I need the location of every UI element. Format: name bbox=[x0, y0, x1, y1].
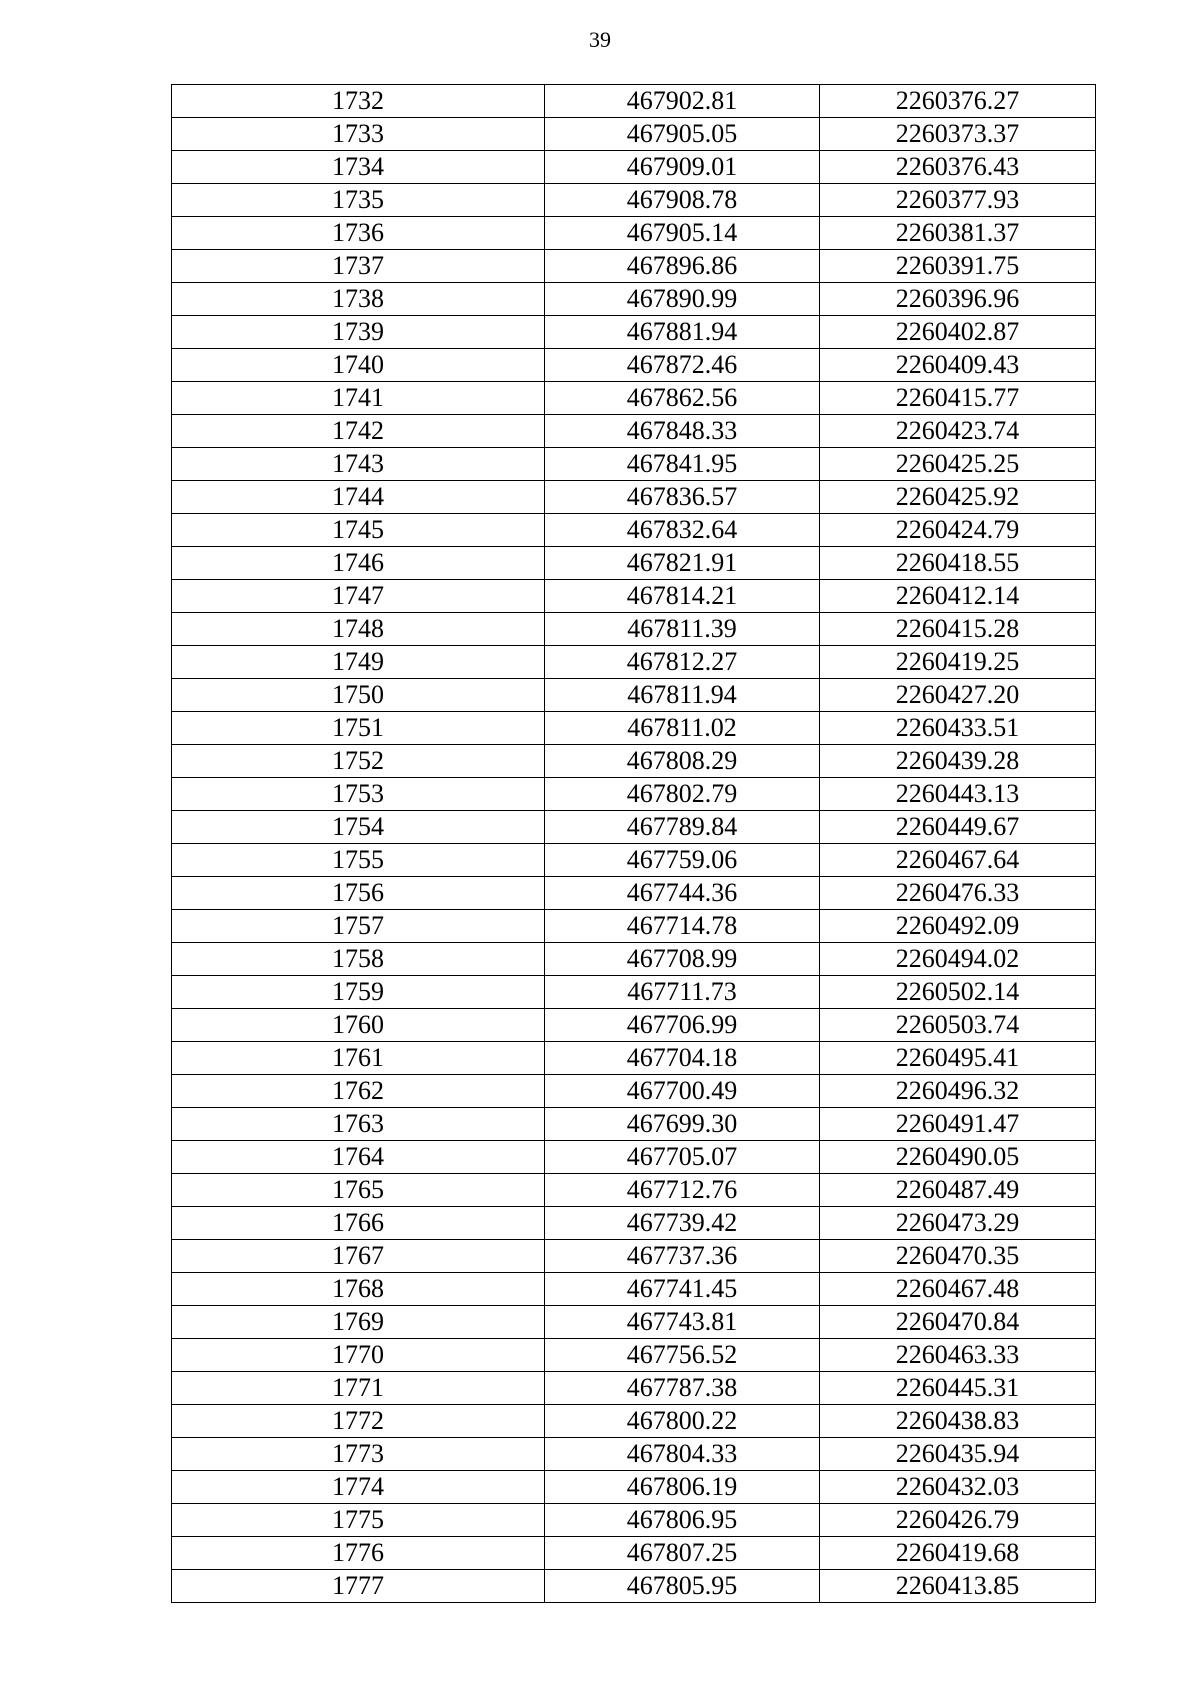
y-coordinate-cell: 2260426.79 bbox=[820, 1504, 1096, 1537]
y-coordinate-cell: 2260373.37 bbox=[820, 118, 1096, 151]
point-number-cell: 1754 bbox=[172, 811, 545, 844]
point-number-cell: 1734 bbox=[172, 151, 545, 184]
table-row bbox=[172, 1141, 1096, 1174]
table-row bbox=[172, 712, 1096, 745]
y-coordinate-cell: 2260432.03 bbox=[820, 1471, 1096, 1504]
coordinates-table-body bbox=[172, 85, 1096, 1603]
point-number-cell: 1747 bbox=[172, 580, 545, 613]
y-coordinate-cell: 2260490.05 bbox=[820, 1141, 1096, 1174]
table-row bbox=[172, 1042, 1096, 1075]
table-row bbox=[172, 283, 1096, 316]
x-coordinate-cell: 467814.21 bbox=[545, 580, 820, 613]
y-coordinate-cell: 2260415.28 bbox=[820, 613, 1096, 646]
table-row bbox=[172, 1273, 1096, 1306]
y-coordinate-cell: 2260470.84 bbox=[820, 1306, 1096, 1339]
point-number-cell: 1770 bbox=[172, 1339, 545, 1372]
y-coordinate-cell: 2260433.51 bbox=[820, 712, 1096, 745]
table-row bbox=[172, 646, 1096, 679]
table-row bbox=[172, 415, 1096, 448]
point-number-cell: 1763 bbox=[172, 1108, 545, 1141]
x-coordinate-cell: 467808.29 bbox=[545, 745, 820, 778]
point-number-cell: 1740 bbox=[172, 349, 545, 382]
table-row bbox=[172, 1405, 1096, 1438]
x-coordinate-cell: 467812.27 bbox=[545, 646, 820, 679]
table-row bbox=[172, 514, 1096, 547]
table-row bbox=[172, 877, 1096, 910]
x-coordinate-cell: 467896.86 bbox=[545, 250, 820, 283]
x-coordinate-cell: 467712.76 bbox=[545, 1174, 820, 1207]
x-coordinate-cell: 467905.14 bbox=[545, 217, 820, 250]
y-coordinate-cell: 2260467.64 bbox=[820, 844, 1096, 877]
y-coordinate-cell: 2260435.94 bbox=[820, 1438, 1096, 1471]
y-coordinate-cell: 2260502.14 bbox=[820, 976, 1096, 1009]
coordinates-table bbox=[171, 84, 1096, 1603]
x-coordinate-cell: 467908.78 bbox=[545, 184, 820, 217]
y-coordinate-cell: 2260470.35 bbox=[820, 1240, 1096, 1273]
table-row bbox=[172, 1537, 1096, 1570]
y-coordinate-cell: 2260425.25 bbox=[820, 448, 1096, 481]
point-number-cell: 1772 bbox=[172, 1405, 545, 1438]
point-number-cell: 1748 bbox=[172, 613, 545, 646]
table-row bbox=[172, 778, 1096, 811]
y-coordinate-cell: 2260418.55 bbox=[820, 547, 1096, 580]
table-row bbox=[172, 1075, 1096, 1108]
y-coordinate-cell: 2260492.09 bbox=[820, 910, 1096, 943]
x-coordinate-cell: 467787.38 bbox=[545, 1372, 820, 1405]
point-number-cell: 1764 bbox=[172, 1141, 545, 1174]
x-coordinate-cell: 467806.19 bbox=[545, 1471, 820, 1504]
point-number-cell: 1774 bbox=[172, 1471, 545, 1504]
point-number-cell: 1777 bbox=[172, 1570, 545, 1603]
y-coordinate-cell: 2260467.48 bbox=[820, 1273, 1096, 1306]
y-coordinate-cell: 2260503.74 bbox=[820, 1009, 1096, 1042]
table-row bbox=[172, 613, 1096, 646]
point-number-cell: 1732 bbox=[172, 85, 545, 118]
y-coordinate-cell: 2260419.68 bbox=[820, 1537, 1096, 1570]
y-coordinate-cell: 2260402.87 bbox=[820, 316, 1096, 349]
point-number-cell: 1776 bbox=[172, 1537, 545, 1570]
x-coordinate-cell: 467832.64 bbox=[545, 514, 820, 547]
point-number-cell: 1755 bbox=[172, 844, 545, 877]
point-number-cell: 1766 bbox=[172, 1207, 545, 1240]
point-number-cell: 1738 bbox=[172, 283, 545, 316]
table-row bbox=[172, 118, 1096, 151]
x-coordinate-cell: 467714.78 bbox=[545, 910, 820, 943]
x-coordinate-cell: 467704.18 bbox=[545, 1042, 820, 1075]
point-number-cell: 1773 bbox=[172, 1438, 545, 1471]
y-coordinate-cell: 2260443.13 bbox=[820, 778, 1096, 811]
x-coordinate-cell: 467848.33 bbox=[545, 415, 820, 448]
x-coordinate-cell: 467841.95 bbox=[545, 448, 820, 481]
x-coordinate-cell: 467890.99 bbox=[545, 283, 820, 316]
table-row bbox=[172, 151, 1096, 184]
table-row bbox=[172, 316, 1096, 349]
point-number-cell: 1742 bbox=[172, 415, 545, 448]
table-row bbox=[172, 1009, 1096, 1042]
table-row bbox=[172, 910, 1096, 943]
point-number-cell: 1756 bbox=[172, 877, 545, 910]
table-row bbox=[172, 580, 1096, 613]
point-number-cell: 1758 bbox=[172, 943, 545, 976]
x-coordinate-cell: 467737.36 bbox=[545, 1240, 820, 1273]
table-row bbox=[172, 844, 1096, 877]
table-row bbox=[172, 184, 1096, 217]
table-row bbox=[172, 349, 1096, 382]
x-coordinate-cell: 467800.22 bbox=[545, 1405, 820, 1438]
table-row bbox=[172, 943, 1096, 976]
x-coordinate-cell: 467708.99 bbox=[545, 943, 820, 976]
table-row bbox=[172, 217, 1096, 250]
x-coordinate-cell: 467802.79 bbox=[545, 778, 820, 811]
y-coordinate-cell: 2260409.43 bbox=[820, 349, 1096, 382]
y-coordinate-cell: 2260423.74 bbox=[820, 415, 1096, 448]
table-row bbox=[172, 382, 1096, 415]
table-row bbox=[172, 1108, 1096, 1141]
x-coordinate-cell: 467739.42 bbox=[545, 1207, 820, 1240]
point-number-cell: 1768 bbox=[172, 1273, 545, 1306]
point-number-cell: 1735 bbox=[172, 184, 545, 217]
point-number-cell: 1753 bbox=[172, 778, 545, 811]
table-row bbox=[172, 976, 1096, 1009]
y-coordinate-cell: 2260413.85 bbox=[820, 1570, 1096, 1603]
y-coordinate-cell: 2260425.92 bbox=[820, 481, 1096, 514]
point-number-cell: 1745 bbox=[172, 514, 545, 547]
y-coordinate-cell: 2260419.25 bbox=[820, 646, 1096, 679]
y-coordinate-cell: 2260491.47 bbox=[820, 1108, 1096, 1141]
x-coordinate-cell: 467804.33 bbox=[545, 1438, 820, 1471]
point-number-cell: 1762 bbox=[172, 1075, 545, 1108]
y-coordinate-cell: 2260415.77 bbox=[820, 382, 1096, 415]
point-number-cell: 1743 bbox=[172, 448, 545, 481]
table-row bbox=[172, 1471, 1096, 1504]
table-row bbox=[172, 1240, 1096, 1273]
x-coordinate-cell: 467881.94 bbox=[545, 316, 820, 349]
point-number-cell: 1759 bbox=[172, 976, 545, 1009]
point-number-cell: 1767 bbox=[172, 1240, 545, 1273]
table-row bbox=[172, 1504, 1096, 1537]
x-coordinate-cell: 467741.45 bbox=[545, 1273, 820, 1306]
x-coordinate-cell: 467806.95 bbox=[545, 1504, 820, 1537]
x-coordinate-cell: 467862.56 bbox=[545, 382, 820, 415]
y-coordinate-cell: 2260381.37 bbox=[820, 217, 1096, 250]
y-coordinate-cell: 2260396.96 bbox=[820, 283, 1096, 316]
y-coordinate-cell: 2260495.41 bbox=[820, 1042, 1096, 1075]
point-number-cell: 1749 bbox=[172, 646, 545, 679]
x-coordinate-cell: 467759.06 bbox=[545, 844, 820, 877]
x-coordinate-cell: 467807.25 bbox=[545, 1537, 820, 1570]
table-row bbox=[172, 85, 1096, 118]
page-number: 39 bbox=[589, 27, 611, 52]
y-coordinate-cell: 2260376.43 bbox=[820, 151, 1096, 184]
point-number-cell: 1775 bbox=[172, 1504, 545, 1537]
x-coordinate-cell: 467744.36 bbox=[545, 877, 820, 910]
y-coordinate-cell: 2260463.33 bbox=[820, 1339, 1096, 1372]
point-number-cell: 1752 bbox=[172, 745, 545, 778]
x-coordinate-cell: 467743.81 bbox=[545, 1306, 820, 1339]
y-coordinate-cell: 2260487.49 bbox=[820, 1174, 1096, 1207]
y-coordinate-cell: 2260449.67 bbox=[820, 811, 1096, 844]
y-coordinate-cell: 2260391.75 bbox=[820, 250, 1096, 283]
x-coordinate-cell: 467705.07 bbox=[545, 1141, 820, 1174]
y-coordinate-cell: 2260377.93 bbox=[820, 184, 1096, 217]
table-row bbox=[172, 1207, 1096, 1240]
y-coordinate-cell: 2260445.31 bbox=[820, 1372, 1096, 1405]
x-coordinate-cell: 467905.05 bbox=[545, 118, 820, 151]
table-row bbox=[172, 811, 1096, 844]
table-row bbox=[172, 1570, 1096, 1603]
point-number-cell: 1746 bbox=[172, 547, 545, 580]
table-row bbox=[172, 1339, 1096, 1372]
point-number-cell: 1761 bbox=[172, 1042, 545, 1075]
x-coordinate-cell: 467811.94 bbox=[545, 679, 820, 712]
point-number-cell: 1739 bbox=[172, 316, 545, 349]
table-row bbox=[172, 1174, 1096, 1207]
x-coordinate-cell: 467789.84 bbox=[545, 811, 820, 844]
table-row bbox=[172, 250, 1096, 283]
y-coordinate-cell: 2260438.83 bbox=[820, 1405, 1096, 1438]
point-number-cell: 1750 bbox=[172, 679, 545, 712]
table-row bbox=[172, 1306, 1096, 1339]
y-coordinate-cell: 2260494.02 bbox=[820, 943, 1096, 976]
point-number-cell: 1736 bbox=[172, 217, 545, 250]
point-number-cell: 1769 bbox=[172, 1306, 545, 1339]
y-coordinate-cell: 2260376.27 bbox=[820, 85, 1096, 118]
x-coordinate-cell: 467699.30 bbox=[545, 1108, 820, 1141]
x-coordinate-cell: 467711.73 bbox=[545, 976, 820, 1009]
x-coordinate-cell: 467756.52 bbox=[545, 1339, 820, 1372]
x-coordinate-cell: 467805.95 bbox=[545, 1570, 820, 1603]
y-coordinate-cell: 2260412.14 bbox=[820, 580, 1096, 613]
x-coordinate-cell: 467700.49 bbox=[545, 1075, 820, 1108]
y-coordinate-cell: 2260476.33 bbox=[820, 877, 1096, 910]
point-number-cell: 1744 bbox=[172, 481, 545, 514]
y-coordinate-cell: 2260427.20 bbox=[820, 679, 1096, 712]
table-row bbox=[172, 448, 1096, 481]
x-coordinate-cell: 467821.91 bbox=[545, 547, 820, 580]
x-coordinate-cell: 467902.81 bbox=[545, 85, 820, 118]
table-row bbox=[172, 679, 1096, 712]
y-coordinate-cell: 2260496.32 bbox=[820, 1075, 1096, 1108]
y-coordinate-cell: 2260424.79 bbox=[820, 514, 1096, 547]
point-number-cell: 1757 bbox=[172, 910, 545, 943]
point-number-cell: 1733 bbox=[172, 118, 545, 151]
x-coordinate-cell: 467706.99 bbox=[545, 1009, 820, 1042]
table-row bbox=[172, 745, 1096, 778]
y-coordinate-cell: 2260473.29 bbox=[820, 1207, 1096, 1240]
table-row bbox=[172, 481, 1096, 514]
x-coordinate-cell: 467909.01 bbox=[545, 151, 820, 184]
y-coordinate-cell: 2260439.28 bbox=[820, 745, 1096, 778]
point-number-cell: 1741 bbox=[172, 382, 545, 415]
point-number-cell: 1771 bbox=[172, 1372, 545, 1405]
table-row bbox=[172, 1438, 1096, 1471]
table-row bbox=[172, 547, 1096, 580]
x-coordinate-cell: 467836.57 bbox=[545, 481, 820, 514]
point-number-cell: 1737 bbox=[172, 250, 545, 283]
point-number-cell: 1765 bbox=[172, 1174, 545, 1207]
point-number-cell: 1760 bbox=[172, 1009, 545, 1042]
x-coordinate-cell: 467811.39 bbox=[545, 613, 820, 646]
x-coordinate-cell: 467872.46 bbox=[545, 349, 820, 382]
x-coordinate-cell: 467811.02 bbox=[545, 712, 820, 745]
table-row bbox=[172, 1372, 1096, 1405]
point-number-cell: 1751 bbox=[172, 712, 545, 745]
